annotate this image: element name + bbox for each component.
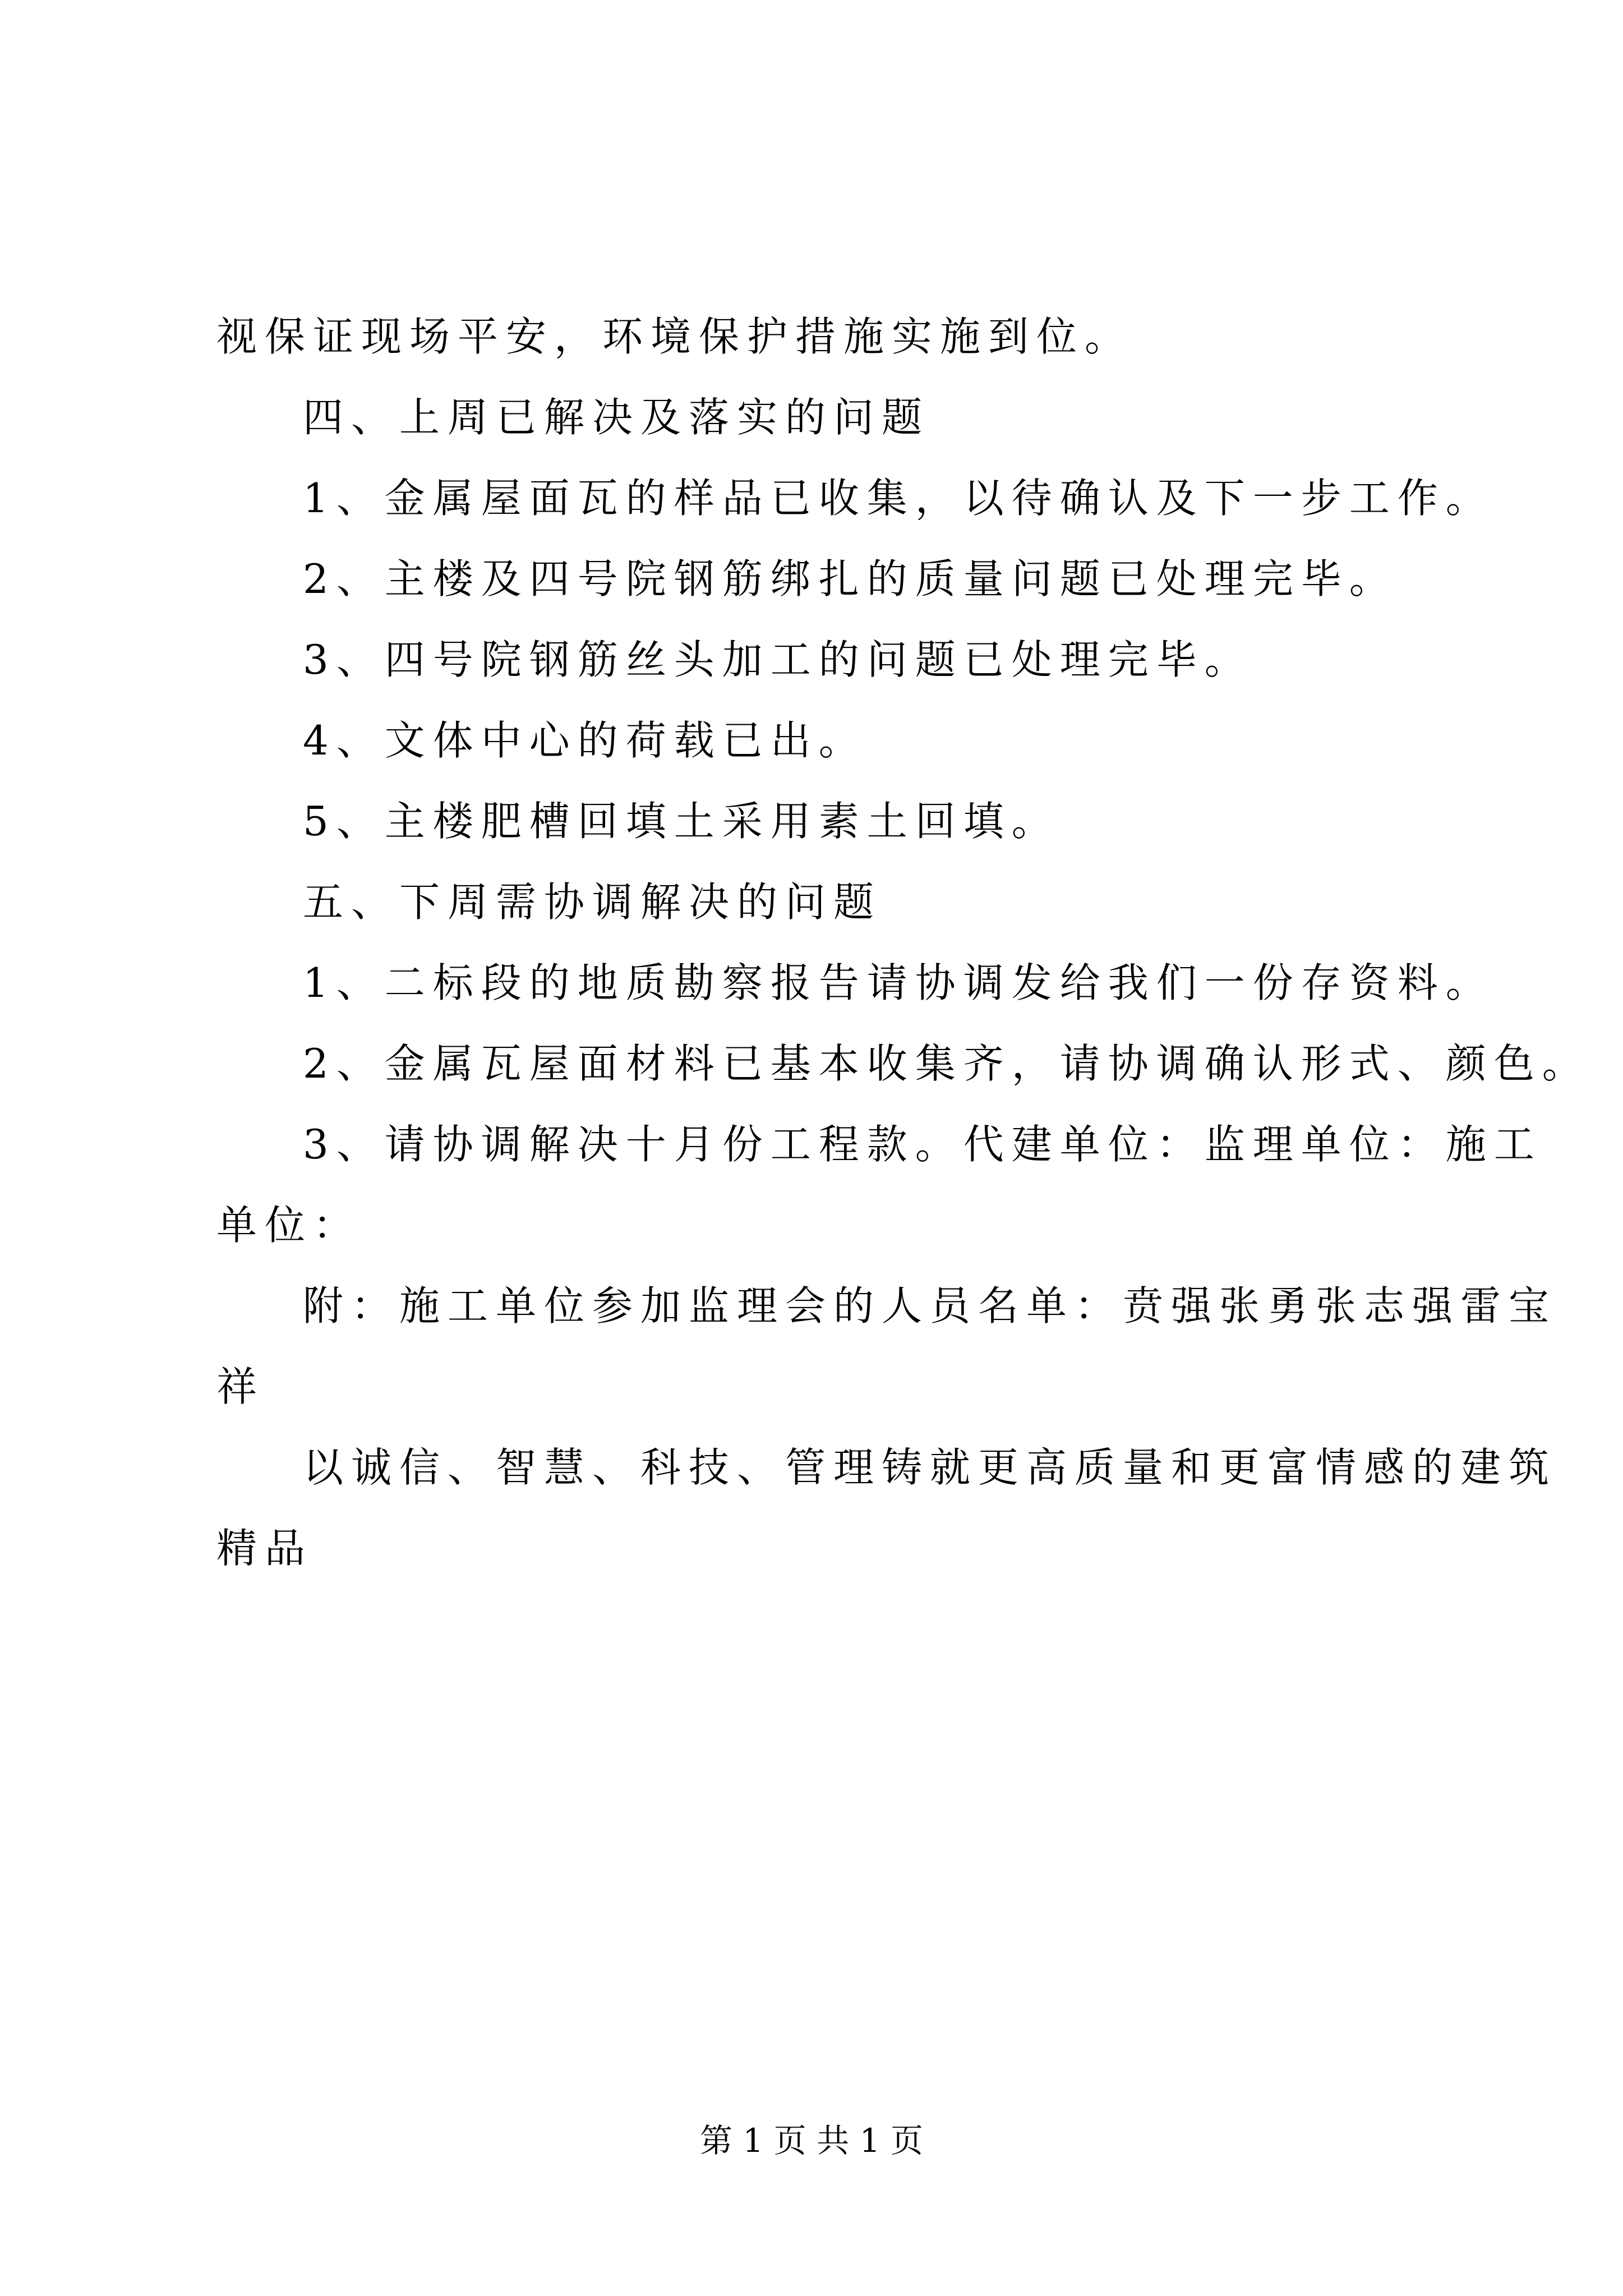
appendix-note-continuation: 祥: [216, 1363, 265, 1410]
list-item: 2、金属瓦屋面材料已基本收集齐，请协调确认形式、颜色。: [303, 1040, 1590, 1087]
slogan: 以诚信、智慧、科技、管理铸就更高质量和更富情感的建筑: [303, 1444, 1557, 1491]
list-item: 1、金属屋面瓦的样品已收集，以待确认及下一步工作。: [303, 475, 1494, 522]
paragraph-continuation: 视保证现场平安，环境保护措施实施到位。: [216, 313, 1133, 360]
list-item: 3、四号院钢筋丝头加工的问题已处理完毕。: [303, 636, 1253, 683]
appendix-note: 附：施工单位参加监理会的人员名单：贲强张勇张志强雷宝: [303, 1282, 1557, 1329]
list-item: 4、文体中心的荷载已出。: [303, 717, 867, 764]
list-item: 3、请协调解决十月份工程款。代建单位：监理单位：施工: [303, 1121, 1542, 1168]
list-item: 2、主楼及四号院钢筋绑扎的质量问题已处理完毕。: [303, 555, 1398, 602]
page-footer: 第 1 页 共 1 页: [700, 2122, 923, 2160]
list-item: 5、主楼肥槽回填土采用素土回填。: [303, 798, 1060, 845]
section-heading-4: 四、上周已解决及落实的问题: [303, 394, 930, 441]
list-item: 1、二标段的地质勘察报告请协调发给我们一份存资料。: [303, 959, 1494, 1006]
slogan-continuation: 精品: [216, 1525, 313, 1572]
list-item-continuation: 单位：: [216, 1202, 362, 1249]
section-heading-5: 五、下周需协调解决的问题: [303, 878, 882, 926]
